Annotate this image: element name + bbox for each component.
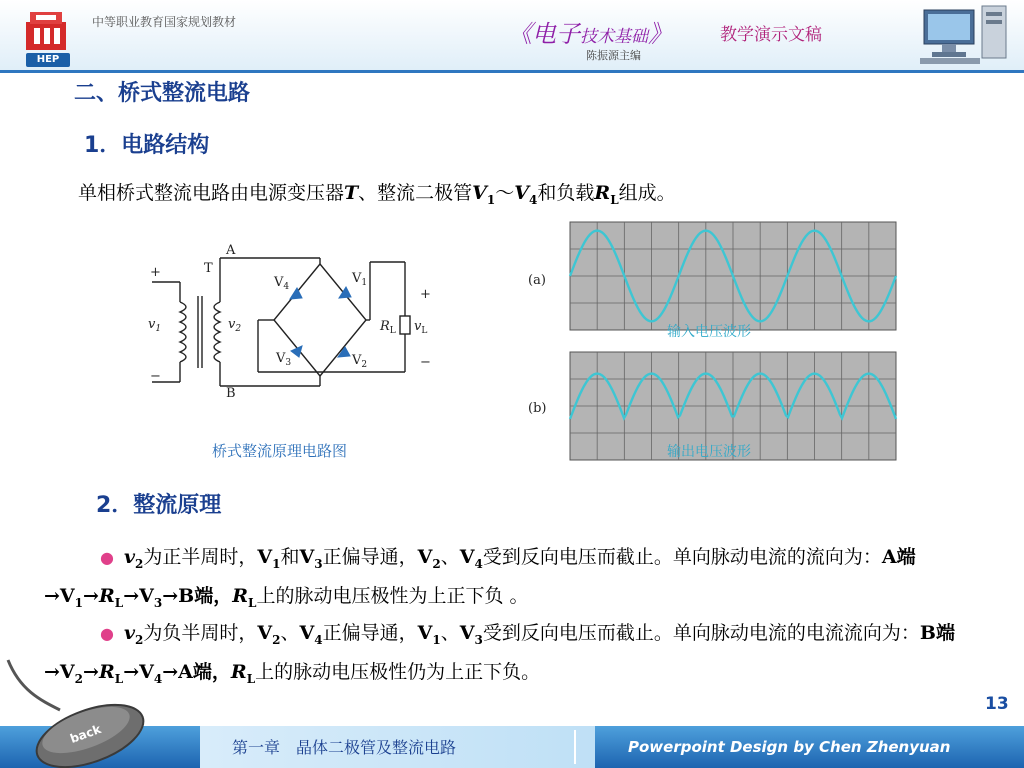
computer-icon <box>918 4 1018 66</box>
hep-logo-label: HEP <box>26 53 70 67</box>
waveform-figure <box>524 220 902 470</box>
paragraph-positive-half: ● $v_2$为正半周时，$V_1$和$V_3$正偏导通，$V_2$、$V_4$受到反向电压而截止。单向脉动电流的流向为：A端$\to V_1\to R_L\to V_3\to B$端，$R_L$上的脉动电压极性为上正下负 。 <box>44 546 916 610</box>
back-button[interactable] <box>0 640 150 768</box>
node-b-label: B <box>226 386 236 401</box>
publisher-logo-icon <box>20 8 72 52</box>
section-heading: 二、桥式整流电路 <box>74 81 251 106</box>
output-wave-caption: 输出电压波形 <box>667 444 751 460</box>
course-title: 《电子技术基础》 <box>508 20 672 48</box>
primary-minus-label: − <box>150 369 161 384</box>
v3-label: $V_3$ <box>276 351 292 368</box>
course-subtitle: 教学演示文稿 <box>720 25 822 45</box>
bullet-icon: ● <box>100 548 114 567</box>
publisher-text: 中等职业教育国家规划教材 <box>92 15 237 29</box>
v2-diode-label: $V_2$ <box>352 353 368 370</box>
footer-divider <box>574 730 576 764</box>
design-credit: Powerpoint Design by Chen Zhenyuan <box>628 738 951 756</box>
v4-label: $V_4$ <box>274 275 290 292</box>
intro-text: 单相桥式整流电路由电源变压器T、整流二极管$V_1\sim V_4$和负载$R_L$组成。 <box>78 182 676 207</box>
vl-label: $v_L$ <box>414 319 428 336</box>
wave-b-label: (b) <box>528 401 547 416</box>
back-label: back <box>68 721 103 746</box>
paragraph-negative-half: ● $v_2$为负半周时，$V_2$、$V_4$正偏导通，$V_1$、$V_3$受到反向电压而截止。单向脉动电流的电流流向为：B端$\to V_2\to R_L\to V_4\to A$端，$R_L$上的脉动电压极性仍为上正下负。 <box>44 622 955 686</box>
bridge-rectifier-circuit <box>140 242 440 402</box>
editor-credit: 陈振源主编 <box>586 49 641 62</box>
wave-a-label: (a) <box>528 273 546 288</box>
chapter-title: 第一章 晶体二极管及整流电路 <box>232 738 457 757</box>
rl-label: $R_L$ <box>380 319 396 336</box>
subheading-rectification-principle: 2．整流原理 <box>96 493 222 518</box>
header-divider <box>0 70 1024 73</box>
transformer-label: T <box>204 261 213 276</box>
subheading-circuit-structure: 1．电路结构 <box>84 133 210 158</box>
v1-label: $v_1$ <box>148 317 162 334</box>
node-a-label: A <box>226 243 236 258</box>
circuit-caption: 桥式整流原理电路图 <box>212 442 348 460</box>
v1-diode-label: $V_1$ <box>352 271 368 288</box>
v2-label: $v_2$ <box>228 317 242 334</box>
bullet-icon: ● <box>100 624 114 643</box>
load-plus-label: + <box>420 287 431 302</box>
input-wave-caption: 输入电压波形 <box>667 324 751 340</box>
primary-plus-label: + <box>150 265 161 280</box>
page-number: 13 <box>985 694 1009 714</box>
load-minus-label: − <box>420 355 431 370</box>
